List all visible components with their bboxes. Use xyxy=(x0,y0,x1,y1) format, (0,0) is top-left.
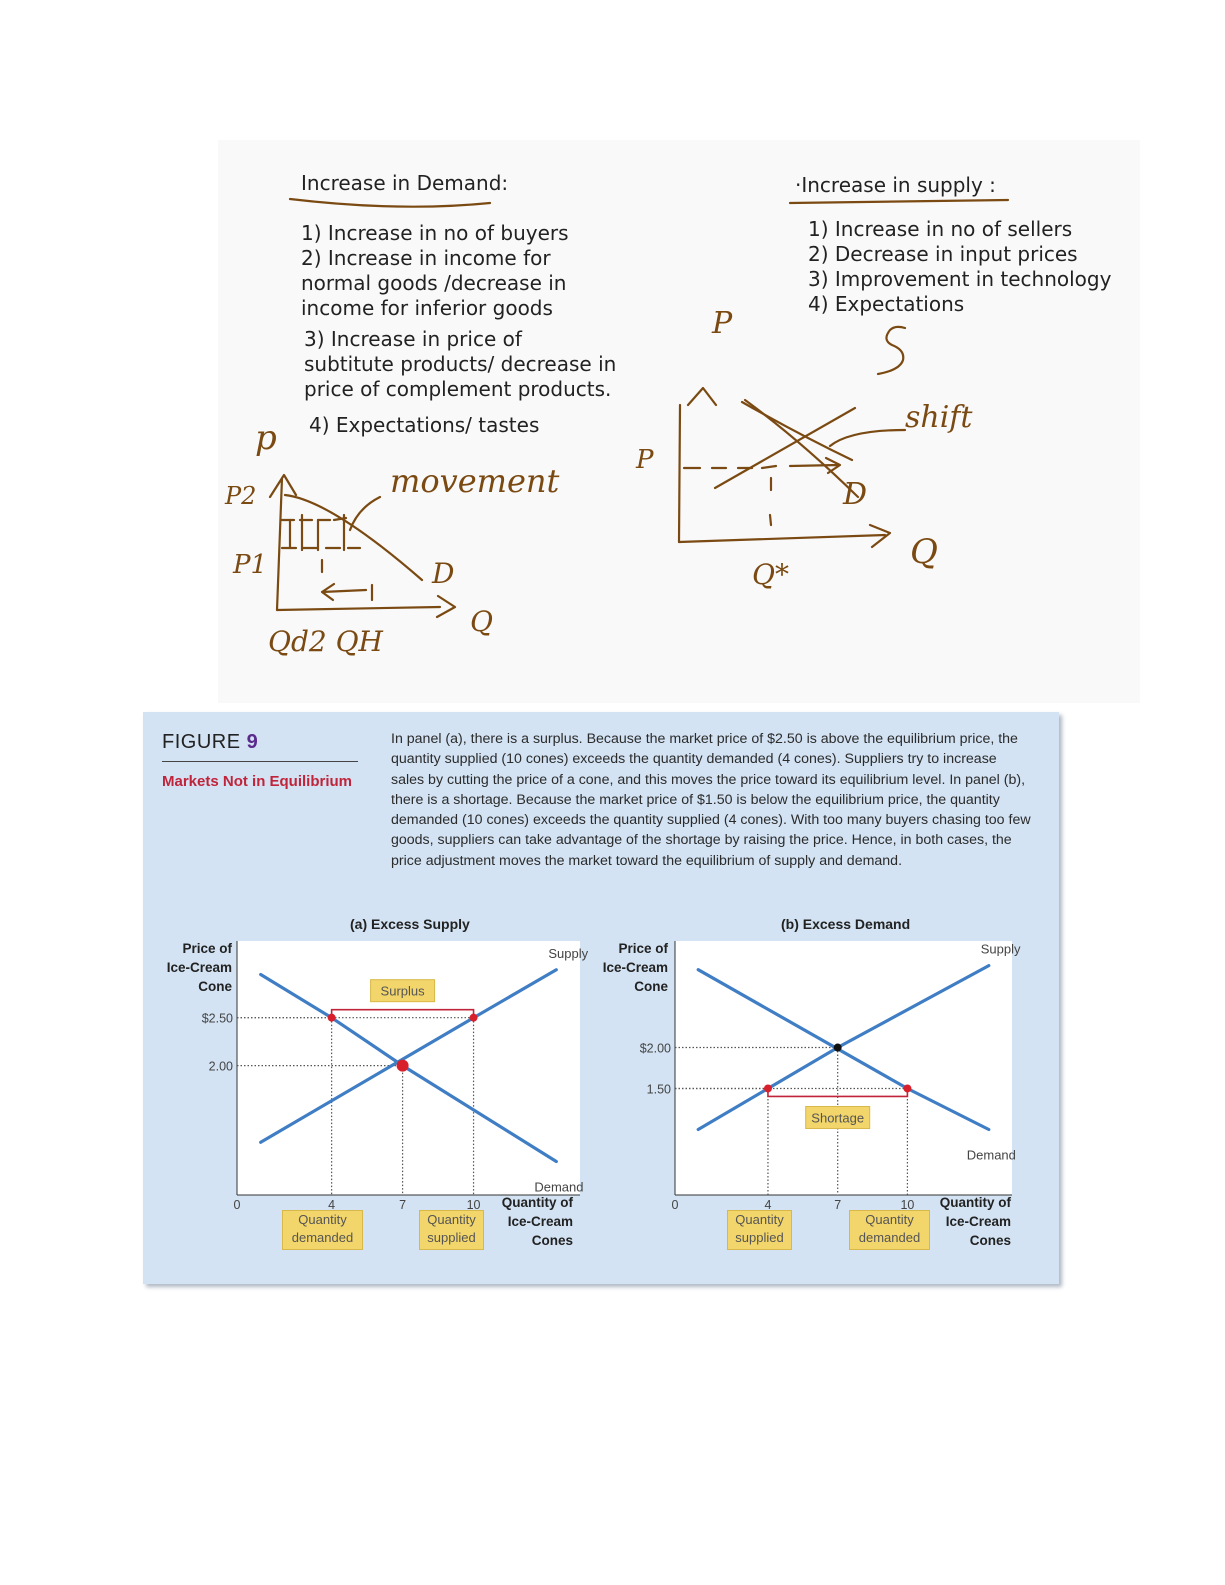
hand-label-qd: Qd2 QH xyxy=(268,625,383,658)
chart-b-point xyxy=(764,1084,772,1092)
left-quantity-axis xyxy=(277,596,455,617)
hand-label-shift: shift xyxy=(905,400,973,435)
hand-label-p2: P2 xyxy=(225,482,257,510)
right-price-dashes xyxy=(684,466,776,468)
supply-item: 4) Expectations xyxy=(808,292,965,316)
hand-label-q: Q xyxy=(470,605,493,638)
chart-b-x-tick-label: 7 xyxy=(834,1198,842,1212)
right-q-dashes xyxy=(770,478,771,525)
chart-b-point xyxy=(903,1084,911,1092)
demand-item: 2) Increase in income for normal goods /decrease in income for inferior goods xyxy=(301,246,567,320)
chart-a-xlabel: Quantity of Ice-Cream Cones xyxy=(501,1195,573,1248)
figure-label: FIGURE xyxy=(162,731,241,753)
chart-a-x-tick-label: 4 xyxy=(328,1198,336,1212)
chart-b-tag-supplied: Quantity supplied xyxy=(727,1210,792,1250)
chart-a-x-tick-label: 7 xyxy=(399,1198,407,1212)
chart-a-tag-supplied: Quantity supplied xyxy=(419,1210,484,1250)
chart-b-x-tick-label: 10 xyxy=(900,1198,915,1212)
chart-b-series-label-supply: Supply xyxy=(980,941,1021,957)
hand-label-q-right: Q xyxy=(910,532,938,572)
chart-a-ylabel: Price of Ice-Cream Cone xyxy=(166,941,232,994)
chart-b-x-tick-label: 4 xyxy=(764,1198,772,1212)
chart-b-xlabel: Quantity of Ice-Cream Cones xyxy=(939,1195,1011,1248)
figure-subtitle: Markets Not in Equilibrium xyxy=(162,773,353,790)
right-supply-curve xyxy=(715,408,855,488)
demand-heading-underline xyxy=(290,199,490,207)
right-quantity-axis xyxy=(679,525,890,547)
demand-item: 4) Expectations/ tastes xyxy=(309,413,540,437)
demand-heading: Increase in Demand: xyxy=(301,171,509,195)
left-ticks xyxy=(322,560,372,600)
chart-b-series-label-demand: Demand xyxy=(966,1147,1016,1163)
supply-heading: ·Increase in supply : xyxy=(795,173,996,197)
right-demand-curve-2 xyxy=(742,402,852,460)
chart-a-bracket-label: Surplus xyxy=(380,983,425,999)
chart-a-x-tick-label: 0 xyxy=(233,1198,241,1212)
hand-label-movement: movement xyxy=(390,462,560,500)
chart-a-y-tick-label: 2.00 xyxy=(208,1059,233,1074)
chart-a-series-label-supply: Supply xyxy=(548,945,589,961)
chart-b-x-tick-label: 0 xyxy=(671,1198,679,1212)
chart-b-tag-demanded: Quantity demanded xyxy=(849,1210,930,1250)
left-p2-dashes xyxy=(282,518,346,520)
left-demand-curve xyxy=(285,495,422,580)
chart-a-tag-demanded: Quantity demanded xyxy=(282,1210,363,1250)
chart-b-y-tick-label: 1.50 xyxy=(646,1082,671,1097)
figure-caption: In panel (a), there is a surplus. Because the market price of $2.50 is above the equilibrium price, the quantity supplied (10 cones) exceeds the quantity demanded (4 cones). Suppliers try to increase sales by cutting the price of a cone, and this moves the price toward its equilibrium level. In panel (b), there is a shortage. Because the market price of $1.50 is below the equilibrium price, the quantity demanded (10 cones) exceeds the quantity supplied (4 cones). With too many buyers chasing too few goods, suppliers can take advantage of the shortage by raising the price. Hence, in both cases, the price adjustment moves the market toward the equilibrium of supply and demand. xyxy=(391,731,1031,869)
chart-a-series-label-demand: Demand xyxy=(534,1179,584,1195)
hand-label-d: D xyxy=(432,557,455,590)
supply-item: 3) Improvement in technology xyxy=(808,267,1112,291)
hand-label-p: p xyxy=(255,418,277,458)
chart-b-bracket-label: Shortage xyxy=(811,1110,865,1126)
shift-pointer xyxy=(830,430,905,446)
chart-b xyxy=(143,712,1059,1284)
chart-b-point xyxy=(834,1044,842,1052)
chart-a-x-tick-label: 10 xyxy=(466,1198,481,1212)
hand-label-p-mid: P xyxy=(636,445,654,475)
hand-label-p1: P1 xyxy=(233,550,268,580)
figure-number: 9 xyxy=(246,731,259,753)
supply-heading-underline xyxy=(790,200,1008,203)
chart-a-y-tick-label: $2.50 xyxy=(201,1011,233,1026)
shift-arrow xyxy=(790,458,840,473)
movement-pointer xyxy=(350,497,380,530)
figure-panel xyxy=(143,712,1059,1284)
supply-item: 1) Increase in no of sellers xyxy=(808,217,1073,241)
supply-item: 2) Decrease in input prices xyxy=(808,242,1078,266)
chart-a-title: (a) Excess Supply xyxy=(350,916,470,932)
chart-b-ylabel: Price of Ice-Cream Cone xyxy=(602,941,668,994)
hand-label-d-right: D xyxy=(843,477,868,512)
chart-b-title: (b) Excess Demand xyxy=(781,916,911,932)
hand-label-p-top: P xyxy=(712,306,733,341)
right-price-axis xyxy=(679,388,716,542)
left-arrow xyxy=(322,584,366,600)
hand-label-qstar: Q* xyxy=(752,558,789,591)
demand-item: 1) Increase in no of buyers xyxy=(301,221,569,245)
chart-b-y-tick-label: $2.00 xyxy=(639,1041,671,1056)
demand-item: 3) Increase in price of subtitute products/ decrease in price of complement products. xyxy=(304,327,617,401)
handwritten-sketches xyxy=(0,0,1225,720)
right-demand-curve xyxy=(745,400,858,497)
s-mark xyxy=(878,327,905,374)
